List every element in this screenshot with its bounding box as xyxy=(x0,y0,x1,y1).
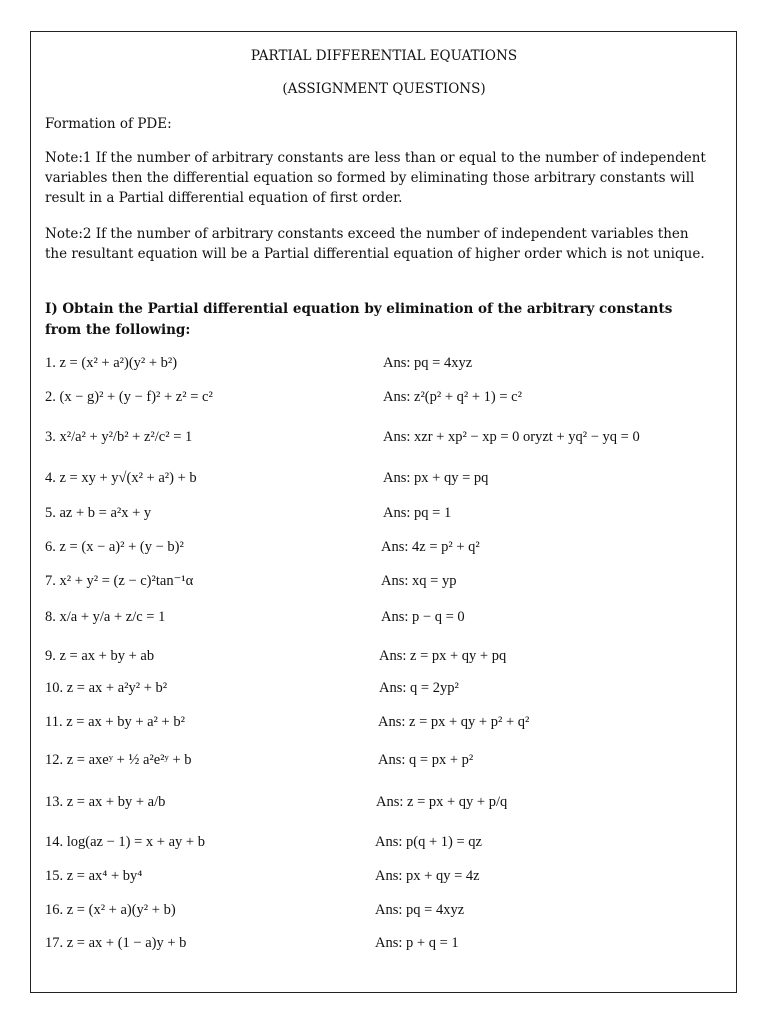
answer-16: Ans: pq = 4xyz xyxy=(375,902,465,918)
answer-14: Ans: p(q + 1) = qz xyxy=(375,834,482,850)
answer-2: Ans: z²(p² + q² + 1) = c² xyxy=(383,389,522,405)
answer-8: Ans: p − q = 0 xyxy=(381,609,465,625)
problem-7: 7. x² + y² = (z − c)²tan⁻¹α xyxy=(45,573,194,589)
problem-1: 1. z = (x² + a²)(y² + b²) xyxy=(45,355,178,371)
answer-12: Ans: q = px + p² xyxy=(378,752,474,768)
answer-6: Ans: 4z = p² + q² xyxy=(381,539,480,555)
answer-4: Ans: px + qy = pq xyxy=(383,470,489,486)
problem-8: 8. x/a + y/a + z/c = 1 xyxy=(45,609,166,625)
problem-9: 9. z = ax + by + ab xyxy=(45,648,155,664)
problem-heading: I) Obtain the Partial differential equation by elimination of the arbitrary constants from the following: xyxy=(45,301,673,338)
problem-14: 14. log(az − 1) = x + ay + b xyxy=(45,834,205,850)
problem-2: 2. (x − g)² + (y − f)² + z² = c² xyxy=(45,389,213,405)
problem-10: 10. z = ax + a²y² + b² xyxy=(45,680,168,696)
problem-3: 3. x²/a² + y²/b² + z²/c² = 1 xyxy=(45,429,193,445)
note-1: Note:1 If the number of arbitrary constants are less than or equal to the number of independent variables then the differential equation so formed by eliminating those arbitrary constants will result in a Partial differential equation of first order. xyxy=(45,150,706,206)
answer-11: Ans: z = px + qy + p² + q² xyxy=(378,714,530,730)
problem-4: 4. z = xy + y√(x² + a²) + b xyxy=(45,470,197,486)
answer-5: Ans: pq = 1 xyxy=(383,505,452,521)
problem-12: 12. z = axeʸ + ½ a²e²ʸ + b xyxy=(45,752,192,768)
document-subtitle: (ASSIGNMENT QUESTIONS) xyxy=(282,81,486,97)
answer-7: Ans: xq = yp xyxy=(381,573,457,589)
answer-3: Ans: xzr + xp² − xp = 0 oryzt + yq² − yq = 0 xyxy=(383,429,640,445)
document-title: PARTIAL DIFFERENTIAL EQUATIONS xyxy=(250,48,518,64)
problem-15: 15. z = ax⁴ + by⁴ xyxy=(45,868,143,884)
problem-11: 11. z = ax + by + a² + b² xyxy=(45,714,185,730)
problem-17: 17. z = ax + (1 − a)y + b xyxy=(45,935,187,951)
problem-16: 16. z = (x² + a)(y² + b) xyxy=(45,902,176,918)
answer-1: Ans: pq = 4xyz xyxy=(383,355,473,371)
answer-15: Ans: px + qy = 4z xyxy=(375,868,480,884)
section-label: Formation of PDE: xyxy=(45,116,172,132)
problem-13: 13. z = ax + by + a/b xyxy=(45,794,166,810)
answer-13: Ans: z = px + qy + p/q xyxy=(376,794,508,810)
answer-9: Ans: z = px + qy + pq xyxy=(379,648,507,664)
answer-17: Ans: p + q = 1 xyxy=(375,935,459,951)
problem-5: 5. az + b = a²x + y xyxy=(45,505,152,521)
answer-10: Ans: q = 2yp² xyxy=(379,680,459,696)
note-2: Note:2 If the number of arbitrary constants exceed the number of independent variables then the resultant equation will be a Partial differential equation of higher order which is not unique. xyxy=(45,226,705,262)
problem-6: 6. z = (x − a)² + (y − b)² xyxy=(45,539,184,555)
